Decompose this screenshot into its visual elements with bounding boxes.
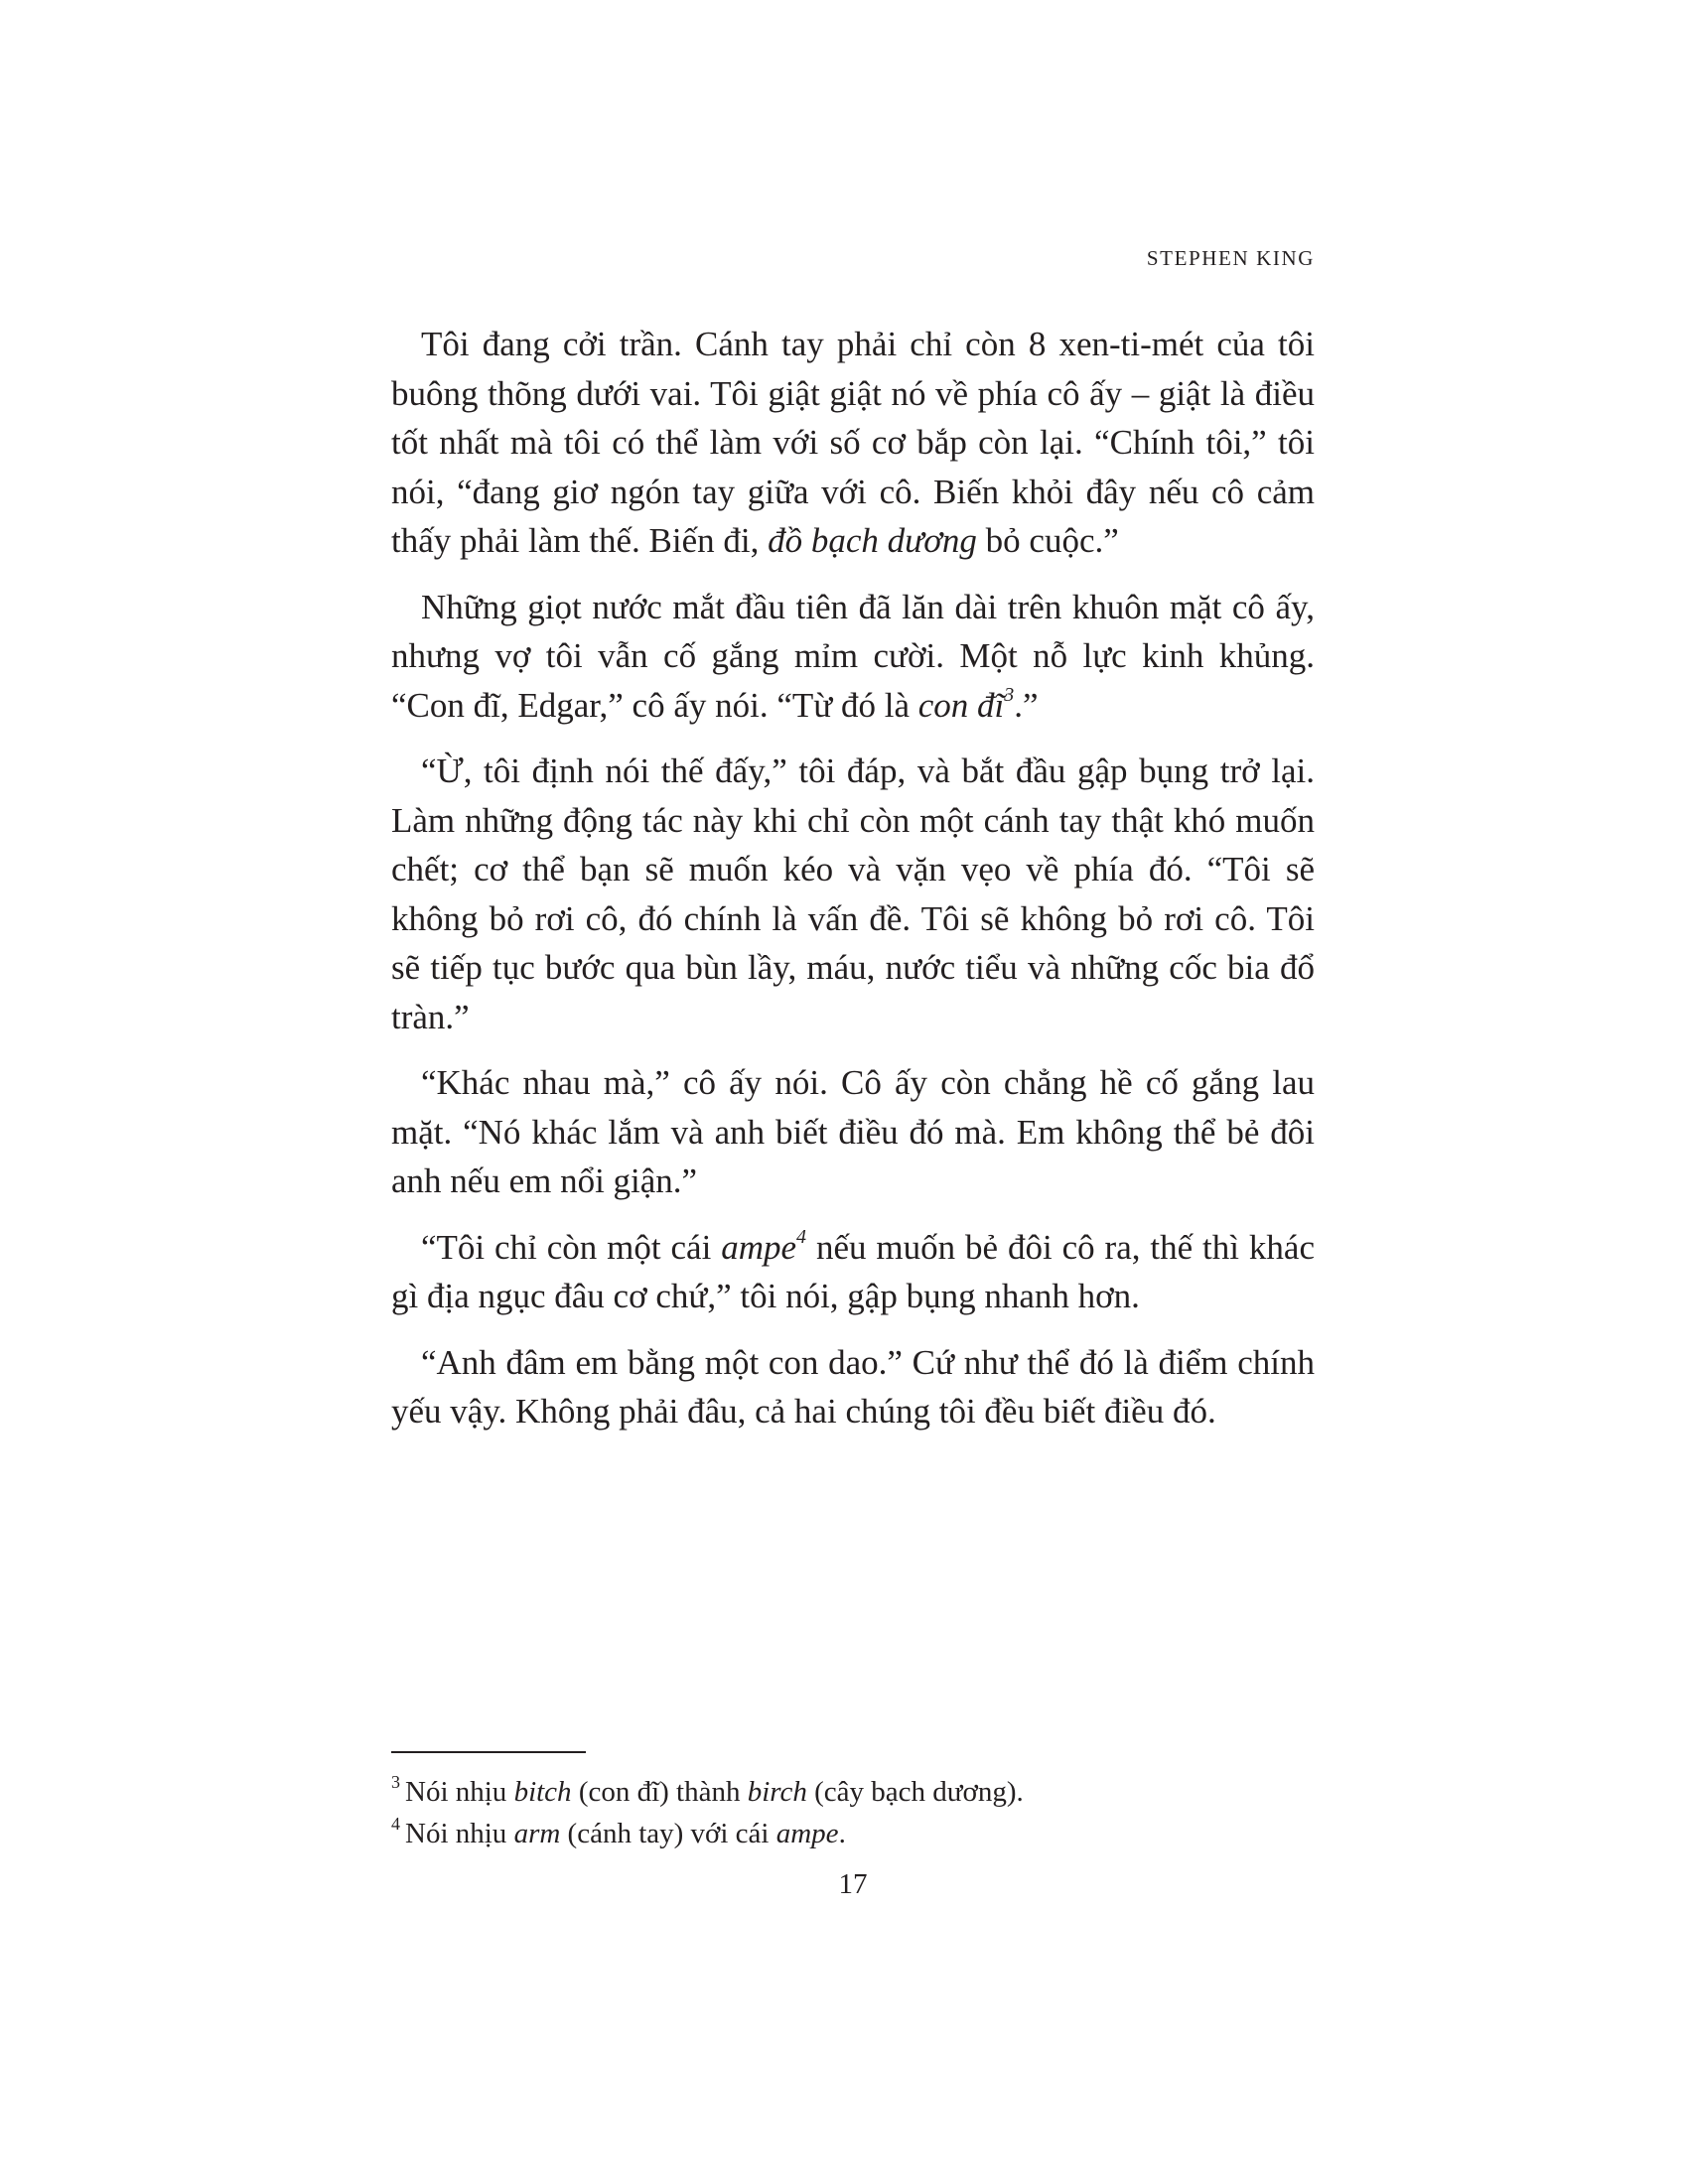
page-number: 17 xyxy=(838,1868,868,1900)
footnote-text: (cây bạch dương). xyxy=(806,1776,1024,1808)
footnote-ref-3: 3 xyxy=(1004,683,1015,706)
italic-phrase: ampe xyxy=(721,1227,797,1267)
footnote-italic: bitch xyxy=(513,1776,572,1808)
paragraph-3: “Ừ, tôi định nói thế đấy,” tôi đáp, và bắt đầu gập bụng trở lại. Làm những động tác này khi chỉ còn một cánh tay thật khó muốn chết; cơ thể bạn sẽ muốn kéo và vặn vẹo về phía đó. “Tôi sẽ không bỏ rơi cô, đó chính là vấn đề. Tôi sẽ không bỏ rơi cô. Tôi sẽ tiếp tục bước qua bùn lầy, máu, nước tiểu và những cốc bia đổ tràn.” xyxy=(391,751,1315,1036)
footnote-text: (con đĩ) thành xyxy=(571,1776,748,1808)
footnote-text: . xyxy=(838,1818,846,1849)
paragraph-text: .” xyxy=(1014,685,1039,725)
footnote-ref-4: 4 xyxy=(796,1225,807,1248)
paragraph-text: bỏ cuộc.” xyxy=(976,521,1119,560)
footnote-italic: ampe xyxy=(775,1818,839,1849)
paragraph-4: “Khác nhau mà,” cô ấy nói. Cô ấy còn chẳng hề cố gắng lau mặt. “Nó khác lắm và anh biết điều đó mà. Em không thể bẻ đôi anh nếu em nổi giận.” xyxy=(391,1063,1315,1200)
footnote-number: 3 xyxy=(391,1772,400,1793)
footnotes xyxy=(391,1771,1315,1854)
running-head: STEPHEN KING xyxy=(1146,246,1315,270)
paragraph-5 xyxy=(391,1223,1315,1321)
footnote-divider xyxy=(391,1751,586,1753)
body-text xyxy=(391,320,1315,1436)
paragraph-1 xyxy=(391,320,1315,566)
footnote-text: (cánh tay) với cái xyxy=(560,1818,776,1849)
footnote-number: 4 xyxy=(391,1814,400,1835)
footnote-4 xyxy=(391,1813,1315,1854)
paragraph-2 xyxy=(391,583,1315,731)
footnote-text: Nói nhịu xyxy=(405,1818,514,1849)
footnote-italic: arm xyxy=(513,1818,561,1849)
paragraph-text: nếu muốn bẻ đôi cô ra, thế thì khác gì địa ngục đâu cơ chứ,” tôi nói, gập bụng nhanh hơn. xyxy=(391,1227,1315,1315)
footnote-italic: birch xyxy=(747,1776,807,1808)
italic-phrase: đồ bạch dương xyxy=(768,521,977,560)
italic-phrase: con đĩ xyxy=(917,685,1005,725)
paragraph-text: Những giọt nước mắt đầu tiên đã lăn dài trên khuôn mặt cô ấy, nhưng vợ tôi vẫn cố gắng mỉm cười. Một nỗ lực kinh khủng. “Con đĩ, Edgar,” cô ấy nói. “Từ đó là xyxy=(391,587,1315,725)
footnote-3 xyxy=(391,1771,1315,1813)
footnote-text: Nói nhịu xyxy=(405,1776,514,1808)
paragraph-6: “Anh đâm em bằng một con dao.” Cứ như thể đó là điểm chính yếu vậy. Không phải đâu, cả hai chúng tôi đều biết điều đó. xyxy=(391,1342,1315,1431)
paragraph-text: “Tôi chỉ còn một cái xyxy=(421,1227,722,1267)
paragraph-text: Tôi đang cởi trần. Cánh tay phải chỉ còn 8 xen-ti-mét của tôi buông thõng dưới vai. Tôi giật giật nó về phía cô ấy – giật là điều tốt nhất mà tôi có thể làm với số cơ bắp còn lại. “Chính tôi,” tôi nói, “đang giơ ngón tay giữa với cô. Biến khỏi đây nếu cô cảm thấy phải làm thế. Biến đi, xyxy=(391,325,1315,560)
